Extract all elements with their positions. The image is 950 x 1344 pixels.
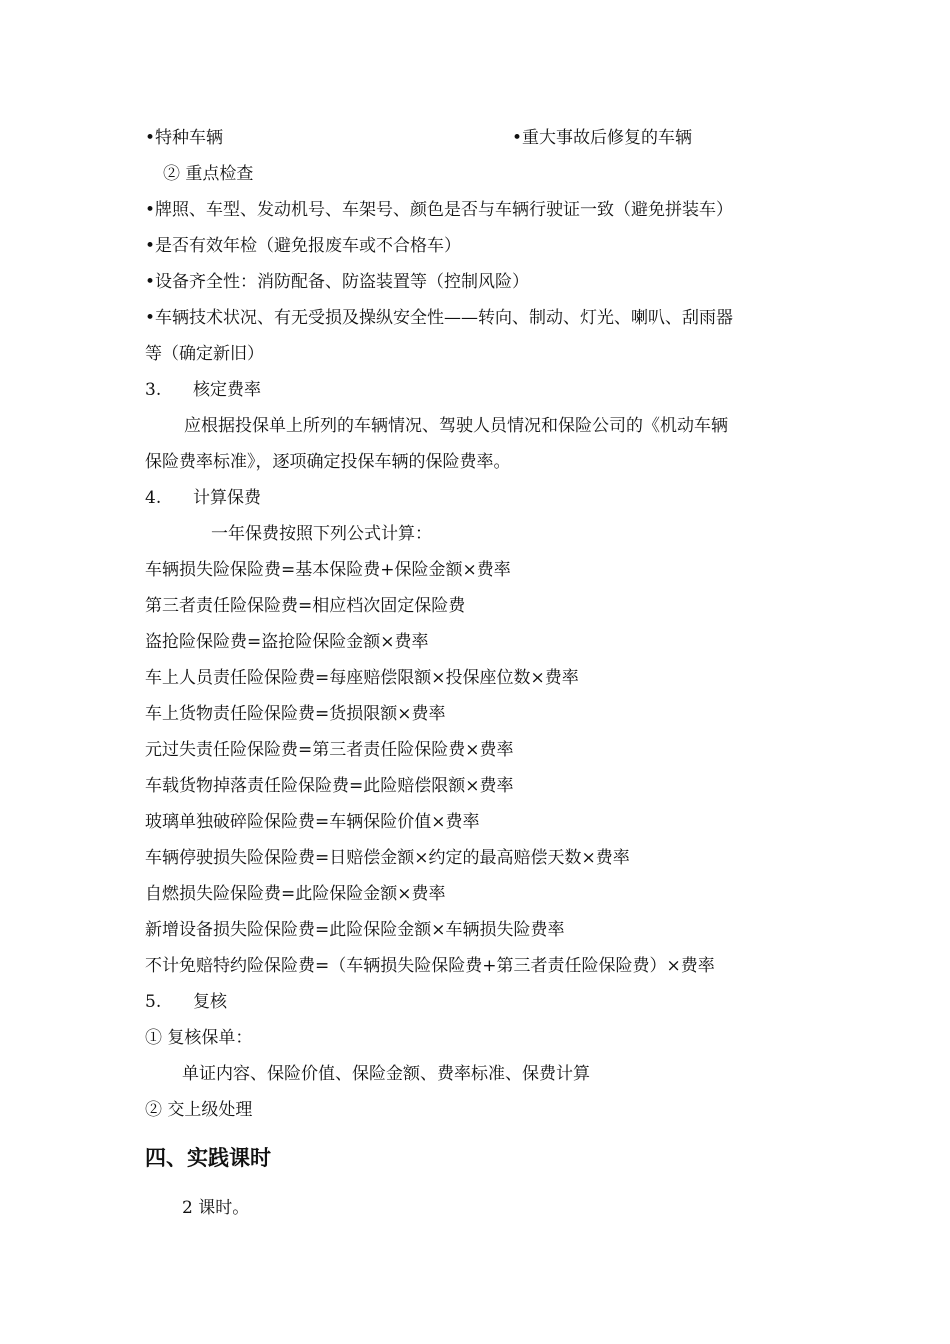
step4-heading xyxy=(145,487,261,509)
formula-line: 车上货物责任险保险费=货损限额×费率 xyxy=(145,704,446,724)
step5-title: 复核 xyxy=(193,992,227,1012)
step3-number: 3. xyxy=(145,380,162,400)
step5-heading xyxy=(145,991,227,1013)
formula-line: 车辆损失险保险费=基本保险费+保险金额×费率 xyxy=(145,560,511,580)
section-heading-practice-hours: 四、实践课时 xyxy=(145,1146,271,1170)
formula-line: 车载货物掉落责任险保险费=此险赔偿限额×费率 xyxy=(145,776,514,796)
key-check-item: •设备齐全性：消防配备、防盗装置等（控制风险） xyxy=(145,272,530,292)
formula-line: 车辆停驶损失险保险费=日赔偿金额×约定的最高赔偿天数×费率 xyxy=(145,848,630,868)
formula-line: 第三者责任险保险费=相应档次固定保险费 xyxy=(145,596,466,616)
key-check-title: ② 重点检查 xyxy=(163,164,254,184)
key-check-item: •是否有效年检（避免报废车或不合格车） xyxy=(145,236,462,256)
vehicle-type-special: •特种车辆 xyxy=(145,128,224,148)
step5-sub-escalate: ② 交上级处理 xyxy=(145,1100,253,1120)
practice-hours-body: 2 课时。 xyxy=(182,1198,250,1218)
step3-title: 核定费率 xyxy=(193,380,261,400)
formula-line: 自燃损失险保险费=此险保险金额×费率 xyxy=(145,884,446,904)
formula-line: 不计免赔特约险保险费=（车辆损失险保险费+第三者责任险保险费）×费率 xyxy=(145,956,715,976)
step5-number: 5. xyxy=(145,992,162,1012)
key-check-item-continued: 等（确定新旧） xyxy=(145,344,264,364)
step5-sub-review-body: 单证内容、保险价值、保险金额、费率标准、保费计算 xyxy=(182,1064,590,1084)
formula-line: 车上人员责任险保险费=每座赔偿限额×投保座位数×费率 xyxy=(145,668,579,688)
formula-line: 盗抢险保险费=盗抢险保险金额×费率 xyxy=(145,632,429,652)
step4-intro: 一年保费按照下列公式计算： xyxy=(211,524,432,544)
formula-line: 元过失责任险保险费=第三者责任险保险费×费率 xyxy=(145,740,514,760)
formula-line: 新增设备损失险保险费=此险保险金额×车辆损失险费率 xyxy=(145,920,565,940)
step4-number: 4. xyxy=(145,488,162,508)
vehicle-type-row xyxy=(145,127,693,149)
key-check-item: •车辆技术状况、有无受损及操纵安全性——转向、制动、灯光、喇叭、刮雨器 xyxy=(145,308,734,328)
step3-body-line: 保险费率标准》，逐项确定投保车辆的保险费率。 xyxy=(145,452,511,472)
step3-heading xyxy=(145,379,261,401)
step5-sub-review: ① 复核保单： xyxy=(145,1028,253,1048)
vehicle-type-repaired: •重大事故后修复的车辆 xyxy=(512,128,693,148)
step3-body-line: 应根据投保单上所列的车辆情况、驾驶人员情况和保险公司的《机动车辆 xyxy=(184,416,728,436)
step4-title: 计算保费 xyxy=(193,488,261,508)
key-check-item: •牌照、车型、发动机号、车架号、颜色是否与车辆行驶证一致（避免拼装车） xyxy=(145,200,734,220)
formula-line: 玻璃单独破碎险保险费=车辆保险价值×费率 xyxy=(145,812,480,832)
